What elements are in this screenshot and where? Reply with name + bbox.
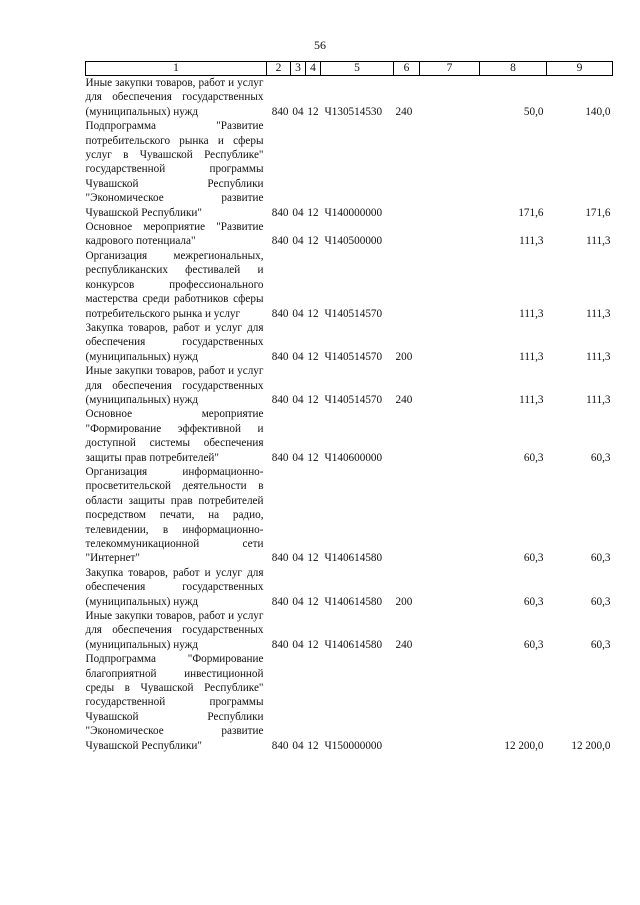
table-header-row [86,62,613,76]
target-article-code: Ч140000000 [324,206,383,219]
amount-col-9: 171,6 [585,206,611,219]
table-row [86,566,613,609]
target-article-code: Ч140514570 [324,393,383,406]
row-description: Основное мероприятие "Формирование эффективной и доступной системы обеспечения защиты прав потребителей" [85,408,264,464]
amount-col-8: 60,3 [523,451,544,464]
section-code: 04 [292,206,304,219]
table-row [86,364,613,407]
amount-col-9: 111,3 [586,307,611,320]
section-code: 04 [292,307,304,320]
subsection-code: 12 [307,451,319,464]
admin-code: 840 [271,552,289,565]
section-code: 04 [292,552,304,565]
amount-col-8: 171,6 [518,206,544,219]
section-code: 04 [292,105,304,118]
amount-col-9: 111,3 [586,350,611,363]
expense-type-code: 240 [395,105,413,118]
col-7 [420,609,480,652]
column-header-8: 8 [480,62,547,76]
target-article-code: Ч140514570 [324,350,383,363]
table-body [86,76,613,754]
table-row [86,249,613,321]
subsection-code: 12 [307,393,319,406]
admin-code: 840 [271,206,289,219]
target-article-code: Ч140614580 [324,595,383,608]
row-description: Закупка товаров, работ и услуг для обеспечения государственных (муниципальных) нужд [85,321,264,363]
table-row [86,220,613,249]
admin-code: 840 [271,235,289,248]
target-article-code: Ч140600000 [324,451,383,464]
column-header-4: 4 [306,62,321,76]
expense-type-code: 240 [395,638,413,651]
column-header-1: 1 [86,62,267,76]
expense-type-code [394,407,420,465]
row-description: Основное мероприятие "Развитие кадрового потенциала" [85,221,264,248]
admin-code: 840 [271,638,289,651]
target-article-code: Ч150000000 [324,739,383,752]
amount-col-8: 111,3 [519,235,544,248]
expense-type-code [394,652,420,753]
subsection-code: 12 [307,206,319,219]
table-row [86,465,613,566]
row-description: Организация информационно-просветительской деятельности в области защиты прав потребителей посредством печати, на радио, телевидении, в информационно-телекоммуникационной сети "Интернет" [85,465,264,565]
admin-code: 840 [271,451,289,464]
expense-type-code [394,119,420,220]
col-7 [420,652,480,753]
row-description: Подпрограмма "Развитие потребительского рынка и сферы услуг в Чувашской Республике" государственной программы Чувашской Республики "Экономическое развитие Чувашской Республики" [85,120,264,219]
target-article-code: Ч130514530 [324,105,383,118]
col-7 [420,566,480,609]
page-number: 56 [314,38,326,52]
amount-col-9: 12 200,0 [571,739,611,752]
amount-col-8: 111,3 [519,307,544,320]
subsection-code: 12 [307,739,319,752]
amount-col-8: 60,3 [523,552,544,565]
row-description: Закупка товаров, работ и услуг для обеспечения государственных (муниципальных) нужд [85,566,264,608]
target-article-code: Ч140614580 [324,638,383,651]
admin-code: 840 [271,595,289,608]
subsection-code: 12 [307,595,319,608]
section-code: 04 [292,350,304,363]
amount-col-8: 111,3 [519,393,544,406]
subsection-code: 12 [307,235,319,248]
amount-col-9: 111,3 [586,393,611,406]
admin-code: 840 [271,105,289,118]
section-code: 04 [292,638,304,651]
amount-col-9: 60,3 [590,552,611,565]
admin-code: 840 [271,739,289,752]
target-article-code: Ч140514570 [324,307,383,320]
table-row [86,76,613,120]
expense-type-code [394,465,420,566]
col-7 [420,407,480,465]
row-description: Подпрограмма "Формирование благоприятной инвестиционной среды в Чувашской Республике" государственной программы Чувашской Республики "Экономическое развитие Чувашской Республики" [85,653,264,752]
subsection-code: 12 [307,552,319,565]
subsection-code: 12 [307,105,319,118]
target-article-code: Ч140614580 [324,552,383,565]
row-description: Иные закупки товаров, работ и услуг для обеспечения государственных (муниципальных) нужд [85,610,264,651]
col-7 [420,220,480,249]
amount-col-9: 60,3 [590,595,611,608]
table-row [86,652,613,753]
row-description: Иные закупки товаров, работ и услуг для обеспечения государственных (муниципальных) нужд [85,365,264,406]
row-description: Организация межрегиональных, республиканских фестивалей и конкурсов профессионального мастерства среди работников сферы потребительского рынка и услуг [85,249,264,320]
expense-type-code: 200 [395,350,413,363]
subsection-code: 12 [307,350,319,363]
amount-col-8: 111,3 [519,350,544,363]
row-description: Иные закупки товаров, работ и услуг для обеспечения государственных (муниципальных) нужд [85,77,264,118]
col-7 [420,465,480,566]
col-7 [420,364,480,407]
budget-table [85,61,613,753]
amount-col-8: 60,3 [523,638,544,651]
table-row [86,407,613,465]
subsection-code: 12 [307,638,319,651]
col-7 [420,119,480,220]
amount-col-8: 50,0 [523,105,544,118]
amount-col-9: 60,3 [590,638,611,651]
section-code: 04 [292,595,304,608]
amount-col-9: 140,0 [585,105,611,118]
amount-col-8: 12 200,0 [504,739,544,752]
table-row [86,609,613,652]
section-code: 04 [292,393,304,406]
col-7 [420,76,480,120]
expense-type-code: 240 [395,393,413,406]
subsection-code: 12 [307,307,319,320]
column-header-3: 3 [291,62,306,76]
column-header-7: 7 [420,62,480,76]
column-header-6: 6 [394,62,420,76]
expense-type-code: 200 [395,595,413,608]
admin-code: 840 [271,307,289,320]
amount-col-9: 60,3 [590,451,611,464]
expense-type-code [394,249,420,321]
target-article-code: Ч140500000 [324,235,383,248]
section-code: 04 [292,235,304,248]
column-header-2: 2 [267,62,291,76]
expense-type-code [394,220,420,249]
section-code: 04 [292,451,304,464]
section-code: 04 [292,739,304,752]
table-row [86,321,613,364]
admin-code: 840 [271,350,289,363]
table-row [86,119,613,220]
amount-col-8: 60,3 [523,595,544,608]
col-7 [420,249,480,321]
column-header-5: 5 [321,62,394,76]
admin-code: 840 [271,393,289,406]
col-7 [420,321,480,364]
amount-col-9: 111,3 [586,235,611,248]
column-header-9: 9 [547,62,613,76]
